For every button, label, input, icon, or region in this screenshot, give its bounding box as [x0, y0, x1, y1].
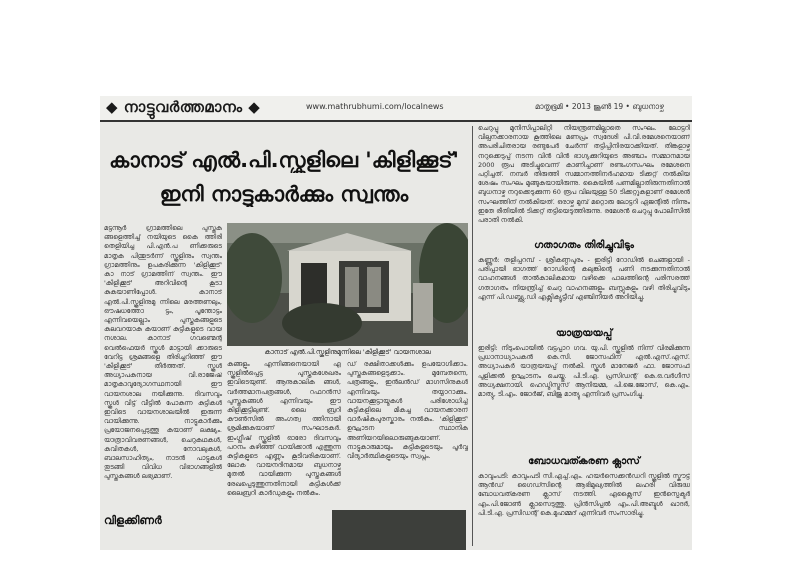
right-heading-2: യാത്രയയപ്പ് — [555, 328, 613, 339]
right-heading-1: ഗതാഗതം തിരിച്ചുവിടും — [534, 240, 634, 251]
headline-line-1: കാനാട് എൽ.പി.സ്കൂളിലെ 'കിളിക്കൂട്' — [109, 148, 459, 172]
column-divider — [472, 126, 473, 546]
article-column-1: മട്ടന്നൂർ ഗ്രാമത്തിലെ പുസ്തക ങ്ങളെത്തിച്ച് നയിയുടെ കൈ ത്തിരി തെളിയിച്ച പി.എൻ.പ ണിക്കരുടെ മാതൃക പിന്തുടർന്ന് സ്കൂളിനും സ്വന്തം ഗ്രാമത്തിനും ഉപകരിക്കുന്ന 'കിളിക്കൂട്' കാ നാട് ഗ്രാമത്തിന് സ്വന്തം. ഈ 'കിളിക്കൂട്' അറിവിന്റെ കൂടാ കുകയാണിപ്പോൾ. കാനാട് എൽ.പി.സ്കൂളിനുമു ന്നിലെ മരത്തണലും, ഔഷധത്തോ ട്ടം, പൂന്തോട്ടം എന്നിവയെല്ലാം പുസ്തകങ്ങളുടെ കലവറയാകു കയാണ് കുട്ടികളുടെ വായ നശാല. കാനാട് ഗവണ്മെന്റ വെൽഫെയർ സ്കൂൾ മാട്ടായി ക്കാരുടെ വേറിട്ട ശ്രമങ്ങളെ തിരിച്ചറിഞ്ഞ് ഈ 'കിളിക്കൂട്' തീർത്തത്. സ്കൂൾ അധ്യാപകനായ വി.രാജേഷ് മാതൃകാവുദ്യോഗസ്ഥനായി ഈ വായനശാല നയിക്കുന്നു. ദിവസവും സ്കൂൾ വിട്ട് വീട്ടിൽ പോകുന്ന കുട്ടികൾ ഇവിടെ വായനശാലയിൽ ഇരുന്ന് വായിക്കുന്നു. നാട്ടുകാർക്കും പ്രയോജനപ്പെടുത്തു കയാണ് ലക്ഷ്യം. യാത്രാവിവരണങ്ങൾ, ചെറുകഥകൾ, കവിതകൾ, നോവലുകൾ, ബാലസാഹിത്യം, നാടൻ പാട്ടുകൾ തുടങ്ങി വിവിധ വിഭാഗങ്ങളിൽ പുസ്തകങ്ങൾ ലഭ്യമാണ്. — [104, 224, 222, 481]
article-photo — [227, 223, 468, 346]
dateline: മാതൃഭൂമി • 2013 ജൂൺ 19 • ബുധനാഴ്ച — [535, 102, 664, 111]
right-column-intro: ചെറുപ്പു മുനിസിപ്പാലിറ്റി നിയന്ത്രണമില്ലാതെ സംഘം. ലോട്ടറി വില്പനക്കാരനായ കൂത്തിലെ മണപ്രം സ്വദേശി പി.വി.രമേശനെയാണ് അപരിചിതരായ രണ്ടുപേർ ചേർന്ന് തട്ടിപ്പിനിരയാക്കിയത്. തിങ്കളാഴ്ച നറുക്കെടുപ്പ് നടന്ന വിൻ വിൻ ഭാഗ്യക്കുറിയുടെ അഞ്ചാം സമ്മാനമായ 2000 രൂപ അടിച്ചുവെന്ന് കാണിച്ചാണ് രണ്ടംഗസംഘം രമേശനെ പറ്റിച്ചത്. നമ്പർ തിരുത്തി സമ്മാനത്തിനർഹമായ ടിക്കറ്റ് നൽകിയ ശേഷം സംഘം മുങ്ങുകയായിരുന്നു. കൈയിൽ പണമില്ലാതിരുന്നതിനാൽ ബുധനാഴ്ച നറുക്കെടുക്കുന്ന 60 രൂപ വിലയുള്ള 50 ടിക്കറ്റുകളാണ് രമേശൻ സംഘത്തിന് നൽകിയത്. ഒരാഴ്ച മുമ്പ് മറ്റൊരു ലോട്ടറി ഏജന്റിൽ നിന്നും ഇതേ രീതിയിൽ ടിക്കറ്റ് തട്ടിയെടുത്തിരുന്നു. രമേശൻ ചെറുപ്പു പോലീസിൽ പരാതി നൽകി. — [478, 124, 690, 225]
right-text-3: കാവുംപടി: കാവുംപടി സി.എച്ച്.എം. ഹയർസെക്കൻഡറി സ്കൂളിൽ സ്കൗട്ട് ആൻഡ് ഗൈഡ്സിന്റെ ആഭിമുഖ്യത്തിൽ ലഹരി വിരുദ്ധ ബോധവത്കരണ ക്ലാസ് നടത്തി. എക്സൈസ് ഇൻസ്പെക്ടർ എം.പി.ജോൺ ക്ലാസെടുത്തു. പ്രിൻസിപ്പൽ എം.പി.അബ്ദുൾ ഖാദർ, പി.ടി.എ. പ്രസിഡന്റ് കെ.മുഹമ്മദ് എന്നിവർ സംസാരിച്ചു. — [478, 472, 690, 517]
article-column-3: ഡ് രക്ഷിതാക്കൾക്കും ഉപയോഗിക്കാം. പുസ്തകങ്ങളെടുക്കാം. മുമ്പേതന്നെ, പത്രങ്ങളും, ഇൻലൻഡ് മാഗസിനുകൾ എന്നിവയും തയ്യാറാക്കും. വായനക്കൂട്ടായ്മകൾ പരിശോധിച്ച് കുട്ടികളിലെ മികച്ച വായനക്കാരന് വാർഷികപുരസ്കാരം നൽകും. 'കിളിക്കൂട്' ഉദ്ഘാടന സ്ഥാനിക അണിയറയിലൊരുങ്ങുകയാണ്. നാട്ടുകാരുമായും കുട്ടികളുടെയും പൂർവ്വ വിദ്യാർത്ഥികളുടെയും സ്വപ്നം. — [347, 360, 468, 461]
right-text-2: ഇരിട്ടി: നിടുംപൊയിൽ വട്ടപ്പാറ ഗവ. യു.പി. സ്കൂളിൽ നിന്ന് വിരമിക്കുന്ന പ്രധാനാധ്യാപകൻ കെ.സി. ജോസഫിന് എൽ.എസ്.എസ്. അധ്യാപകർ യാത്രയയപ്പ് നൽകി. സ്കൂൾ മാനേജർ ഫാ. ജോസഫ് പുളിക്കൽ ഉദ്ഘാടനം ചെയ്തു. പി.ടി.എ. പ്രസിഡന്റ് കെ.ഒ.വർഗീസ് അധ്യക്ഷനായി. ഹെഡ്മിസ്ട്രസ് ആനിയമ്മ, പി.ജെ.ജോസ്, കെ.എം. മാത്യു, ടി.എം. ജോർജ്, ബിജു മാത്യു എന്നിവർ പ്രസംഗിച്ചു. — [478, 344, 690, 399]
lower-left-heading: വിളക്കിണർ — [104, 514, 162, 527]
reading-hut-photo — [227, 223, 468, 346]
headline-line-2: ഇനി നാട്ടുകാർക്കും സ്വന്തം — [159, 182, 409, 206]
newspaper-page — [100, 96, 692, 550]
masthead — [100, 96, 692, 122]
article-column-2: കങ്ങളും എന്നിങ്ങനെയായി എ സ്കൂളിൽപ്പെട്ട പുസ്തകശേഖരം ഇവിടെയുണ്ട്. ആനുകാലിക ങ്ങൾ, വർത്തമാനപത്രങ്ങൾ, റഫറൻസ് പുസ്തകങ്ങൾ എന്നിവയും ഈ കിളിക്കൂട്ടിലുണ്ട്. ലൈ ബ്രറി കൗൺസിൽ അംഗത്വ ത്തിനായി ശ്രമിക്കുകയാണ് സംഘാടകർ. ഇംഗ്ലീഷ് സ്കൂളിൽ ഓരോ ദിവസവും പഠനം കഴിഞ്ഞ് വായിക്കാൻ എത്തുന്ന കുട്ടികളുടെ എണ്ണം കൂടിവരികയാണ്. ലോക വായനദിനമായ ബുധനാഴ്ച മുതൽ വായിക്കുന്ന പുസ്തകങ്ങൾ രേഖപ്പെടുത്തുന്നതിനായി കുട്ടികൾക്ക് ലൈബ്രറി കാർഡുകളും നൽകും. — [227, 360, 341, 497]
lower-photo — [332, 510, 466, 550]
photo-caption: കാനാട് എൽ.പി.സ്കൂളിനുമുന്നിലെ 'കിളിക്കൂട്' വായനശാല — [264, 348, 431, 356]
section-title: ◆ നാട്ടുവർത്തമാനം ◆ — [106, 98, 261, 116]
right-heading-3: ബോധവത്കരണ ക്ലാസ് — [528, 456, 640, 467]
right-text-1: കണ്ണൂർ: തളിപ്പറമ്പ് - ശ്രീകണ്ഠപുരം - ഇരിട്ടി റോഡിൽ ചെങ്ങളായി - പരിപ്പായി ഭാഗത്ത് റോഡിന്റെ കലുങ്കിന്റെ പണി നടക്കുന്നതിനാൽ വാഹനങ്ങൾ താൽകാലികമായ വഴിക്കെ പാലത്തിന്റെ പരിസരത്ത് ഗതാഗതം നിയന്ത്രിച്ച് ചെറു വാഹനങ്ങളും ബസ്സുകളും വഴി തിരിച്ചുവിടും എന്ന് പി.ഡബ്ല്യു.ഡി എക്സിക്യൂട്ടീവ് എഞ്ചിനീയർ അറിയിച്ചു. — [478, 256, 690, 301]
website-url: www.mathrubhumi.com/localnews — [306, 102, 444, 111]
